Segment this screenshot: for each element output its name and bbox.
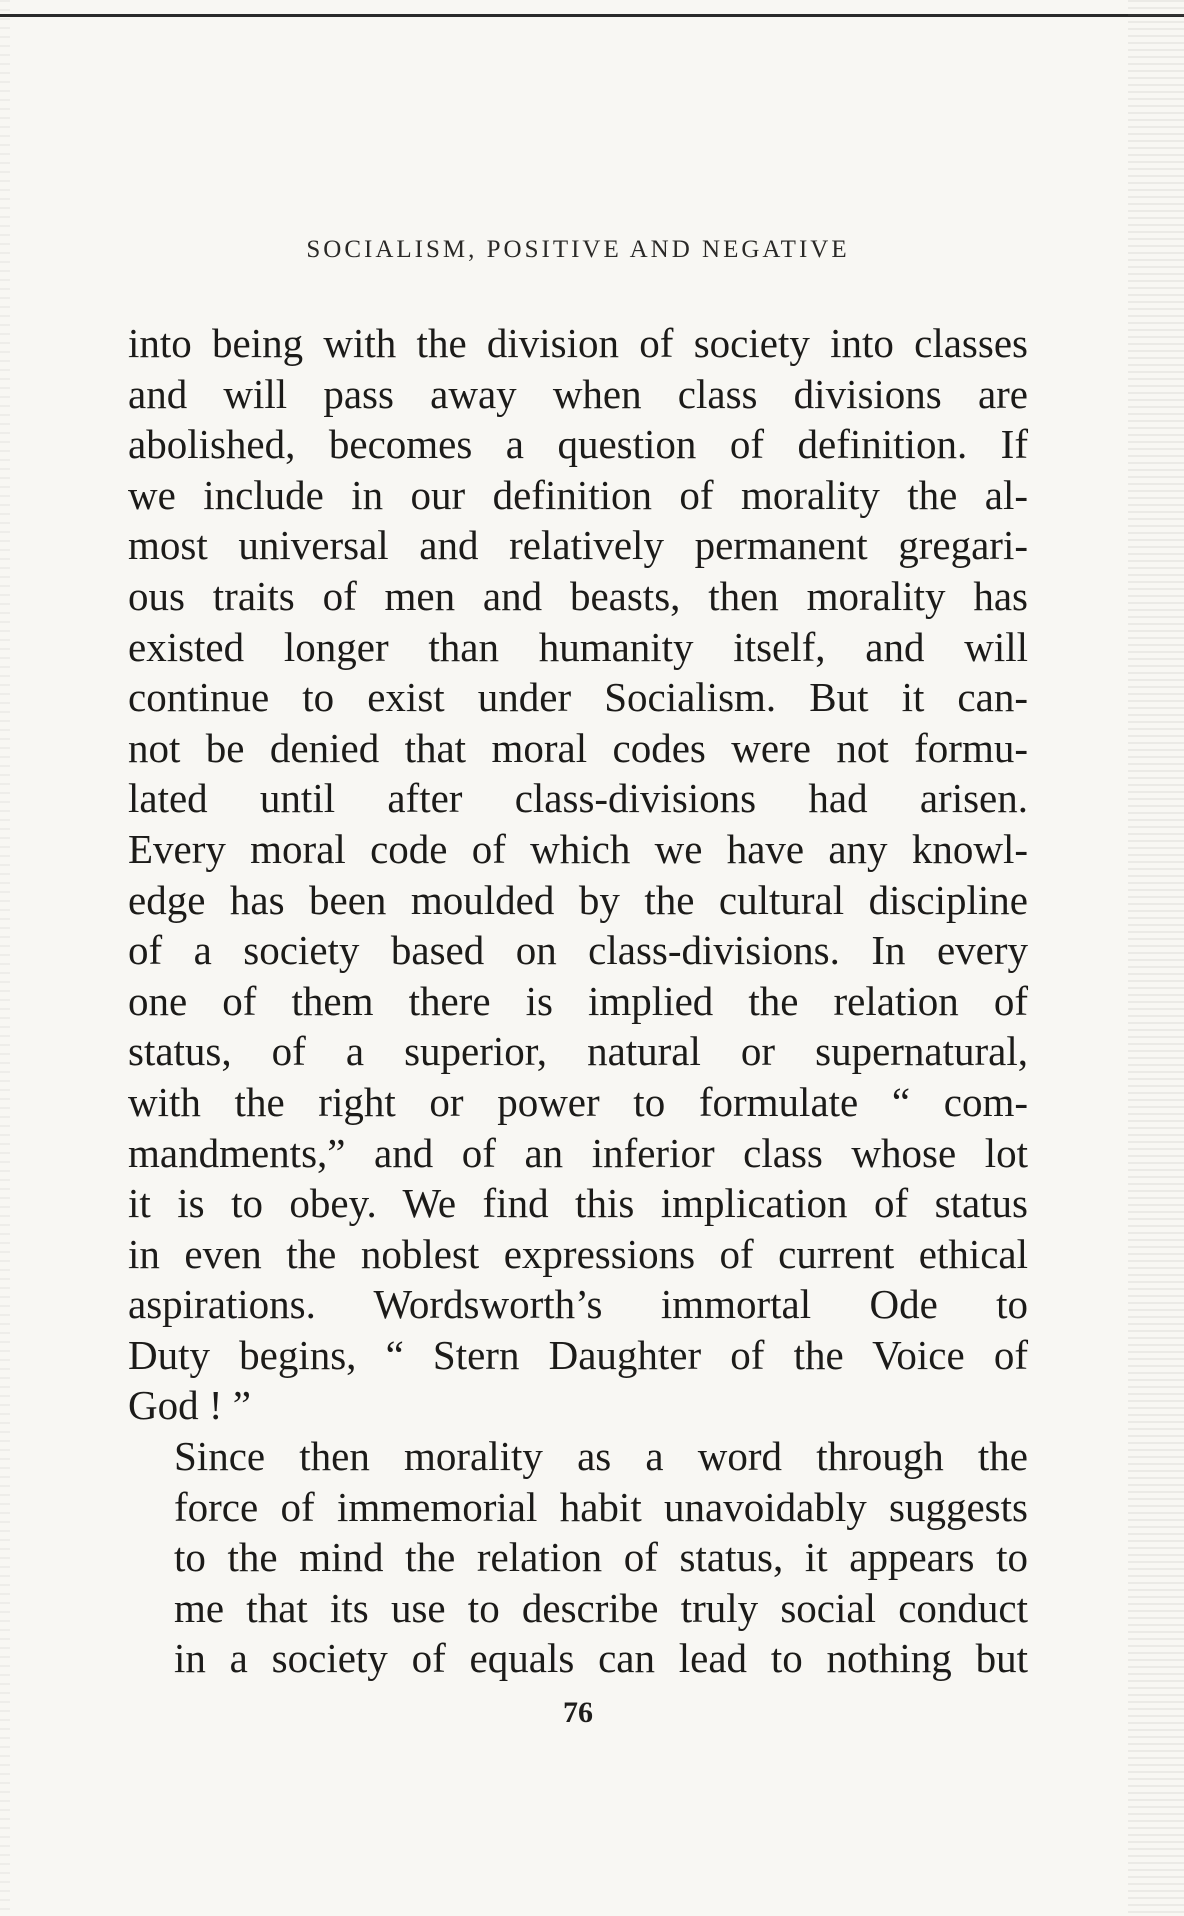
text-line: God ! ” <box>128 1382 251 1429</box>
text-line: existed longer than humanity itself, and will <box>128 623 1028 670</box>
text-line: of a society based on class-divisions. In every <box>128 927 1028 974</box>
page-number: 76 <box>563 1696 593 1729</box>
text-line: most universal and relatively permanent gregari- <box>128 522 1028 569</box>
text-line: abolished, becomes a question of definition. If <box>128 421 1028 468</box>
text-line: ous traits of men and beasts, then morality has <box>128 572 1028 619</box>
left-page-edge <box>0 0 10 1916</box>
text-line: not be denied that moral codes were not formu- <box>128 724 1028 771</box>
text-line: one of them there is implied the relation of <box>128 977 1028 1024</box>
text-line: me that its use to describe truly social conduct <box>174 1584 1028 1631</box>
text-line: in a society of equals can lead to nothing but <box>174 1635 1028 1682</box>
text-line: we include in our definition of morality the al- <box>128 471 1028 518</box>
text-line: edge has been moulded by the cultural discipline <box>128 876 1028 923</box>
text-line: Every moral code of which we have any knowl- <box>128 825 1028 872</box>
text-line: aspirations. Wordsworth’s immortal Ode to <box>128 1281 1028 1328</box>
text-line: in even the noblest expressions of current ethical <box>128 1230 1028 1277</box>
text-line: mandments,” and of an inferior class whose lot <box>128 1129 1028 1176</box>
text-line: Duty begins, “ Stern Daughter of the Voice of <box>128 1331 1028 1378</box>
paragraph-1 <box>128 318 1028 1431</box>
text-line: lated until after class-divisions had arisen. <box>128 775 1028 822</box>
top-edge-rule <box>0 14 1184 17</box>
paragraph-2 <box>128 1431 1028 1684</box>
running-head: SOCIALISM, POSITIVE AND NEGATIVE <box>306 236 850 263</box>
text-line: into being with the division of society into classes <box>128 320 1028 366</box>
text-line: it is to obey. We find this implication of status <box>128 1180 1028 1227</box>
text-line: to the mind the relation of status, it appears to <box>174 1534 1028 1581</box>
body-text <box>128 318 1028 1684</box>
text-line: continue to exist under Socialism. But it can- <box>128 674 1028 721</box>
text-line: force of immemorial habit unavoidably suggests <box>174 1483 1028 1530</box>
text-line: and will pass away when class divisions are <box>128 370 1028 417</box>
text-line: Since then morality as a word through the <box>174 1433 1028 1480</box>
text-line: with the right or power to formulate “ com- <box>128 1078 1028 1125</box>
right-page-edge <box>1128 0 1184 1916</box>
text-line: status, of a superior, natural or supernatural, <box>128 1028 1028 1075</box>
